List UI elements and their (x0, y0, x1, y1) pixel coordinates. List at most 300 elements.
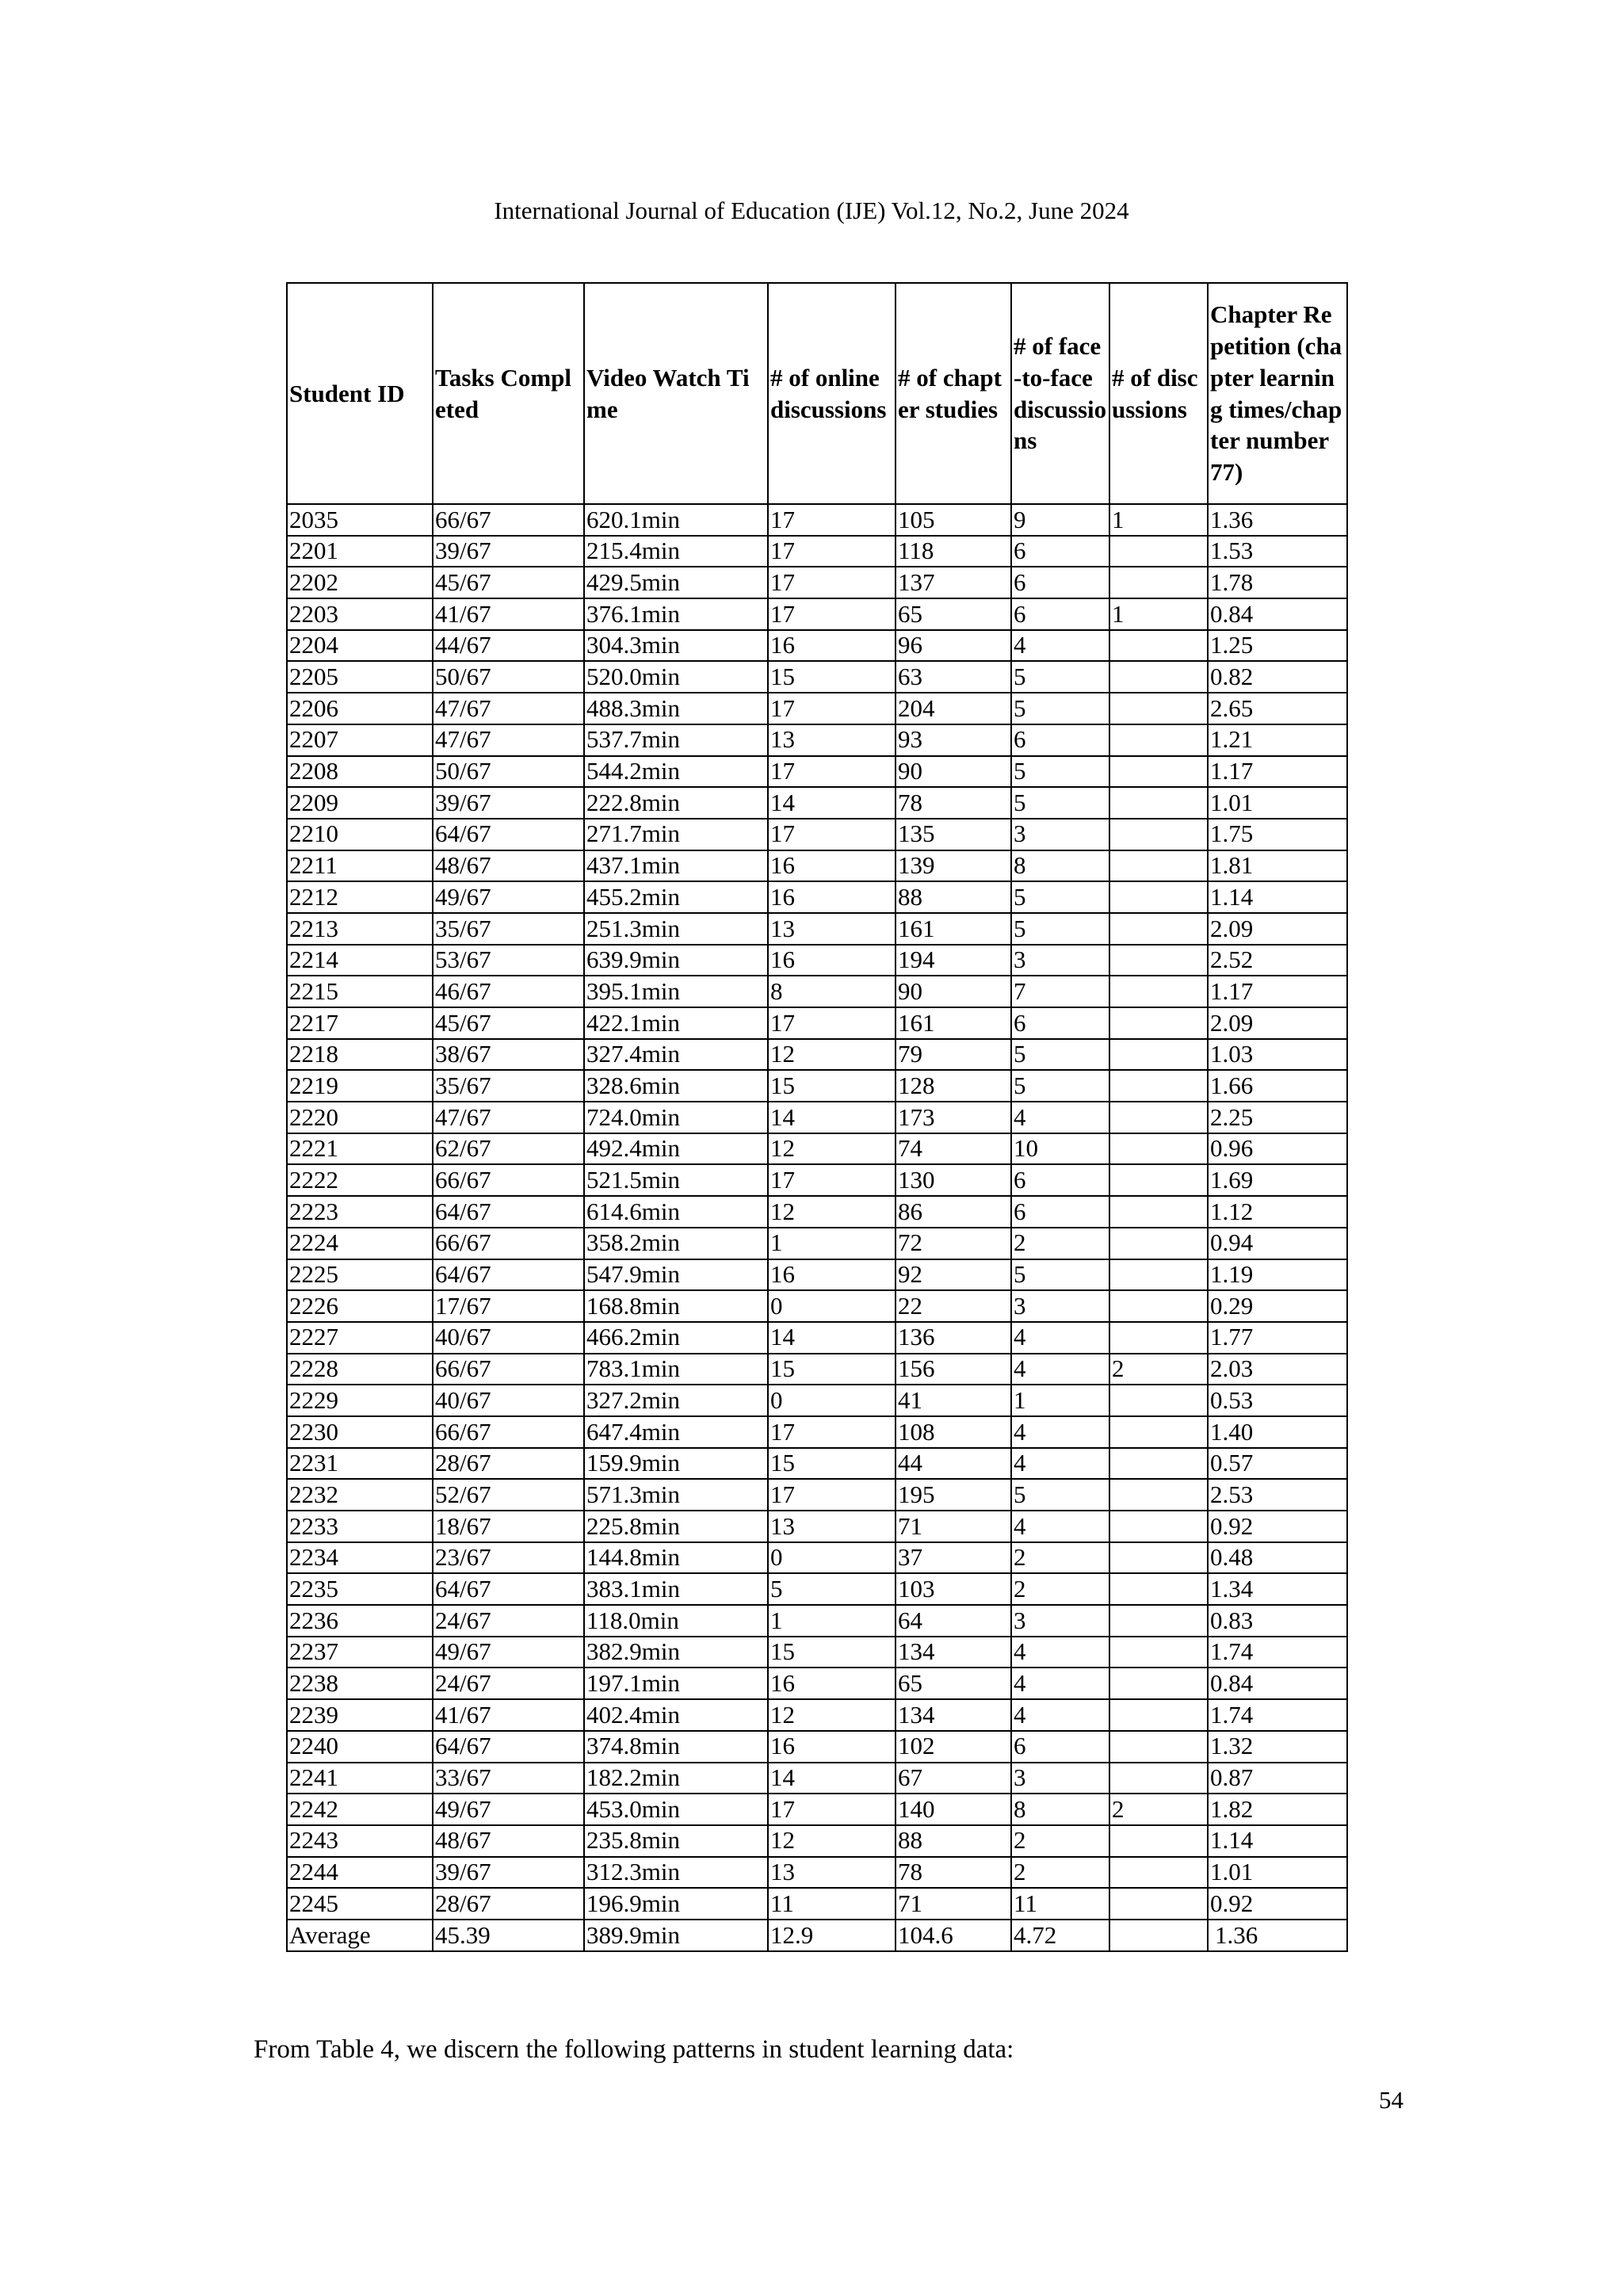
table-row (287, 1699, 1347, 1731)
table-cell: 0 (768, 1542, 896, 1574)
table-cell (1109, 881, 1208, 913)
table-cell: 66/67 (433, 1228, 584, 1259)
table-cell: 13 (768, 1857, 896, 1889)
table-cell: 161 (896, 1007, 1011, 1039)
table-row (287, 1196, 1347, 1228)
table-cell: 328.6min (584, 1070, 768, 1102)
table-cell: 225.8min (584, 1511, 768, 1542)
table-cell: 455.2min (584, 881, 768, 913)
table-cell: 1.17 (1208, 976, 1347, 1007)
table-cell: 1.82 (1208, 1794, 1347, 1825)
table-cell: 215.4min (584, 536, 768, 567)
table-cell: 63 (896, 661, 1011, 693)
table-cell: 93 (896, 724, 1011, 756)
table-cell: 2238 (287, 1668, 433, 1699)
table-cell: 47/67 (433, 693, 584, 724)
average-cell: 4.72 (1011, 1920, 1109, 1951)
table-cell: 1 (1011, 1385, 1109, 1416)
table-cell: 544.2min (584, 756, 768, 788)
table-cell: 3 (1011, 819, 1109, 850)
table-cell: 2215 (287, 976, 433, 1007)
table-cell (1109, 661, 1208, 693)
table-row (287, 756, 1347, 788)
table-cell: 39/67 (433, 1857, 584, 1889)
table-cell (1109, 1133, 1208, 1165)
table-cell: 65 (896, 1668, 1011, 1699)
table-cell: 135 (896, 819, 1011, 850)
table-cell: 1.78 (1208, 567, 1347, 598)
table-row (287, 567, 1347, 598)
table-cell (1109, 1542, 1208, 1574)
table-cell: 2223 (287, 1196, 433, 1228)
table-cell: 41/67 (433, 598, 584, 630)
table-cell: 1.19 (1208, 1259, 1347, 1291)
table-cell: 647.4min (584, 1416, 768, 1448)
table-cell: 2220 (287, 1102, 433, 1133)
table-cell: 161 (896, 913, 1011, 945)
table-cell: 2211 (287, 850, 433, 882)
average-cell: 12.9 (768, 1920, 896, 1951)
table-cell: 14 (768, 1763, 896, 1794)
table-row (287, 976, 1347, 1007)
table-row (287, 1416, 1347, 1448)
table-cell: 49/67 (433, 881, 584, 913)
table-cell: 72 (896, 1228, 1011, 1259)
table-cell: 67 (896, 1763, 1011, 1794)
table-cell: 13 (768, 913, 896, 945)
table-row (287, 693, 1347, 724)
table-cell: 2 (1011, 1228, 1109, 1259)
table-cell: 2.65 (1208, 693, 1347, 724)
table-cell (1109, 787, 1208, 819)
body-paragraph: From Table 4, we discern the following patterns in student learning data: (254, 2035, 1014, 2064)
table-cell: 4 (1011, 1416, 1109, 1448)
table-cell: 2212 (287, 881, 433, 913)
table-cell: 639.9min (584, 945, 768, 976)
table-cell: 2204 (287, 630, 433, 662)
table-cell (1109, 1479, 1208, 1511)
table-cell: 15 (768, 1354, 896, 1385)
table-cell: 1 (1109, 598, 1208, 630)
table-row (287, 1794, 1347, 1825)
table-cell: 17 (768, 567, 896, 598)
table-cell: 139 (896, 850, 1011, 882)
table-cell: 0.87 (1208, 1763, 1347, 1794)
table-cell (1109, 850, 1208, 882)
table-cell: 0.82 (1208, 661, 1347, 693)
table-cell (1109, 724, 1208, 756)
table-cell: 64/67 (433, 1259, 584, 1291)
table-cell (1109, 1416, 1208, 1448)
table-cell: 182.2min (584, 1763, 768, 1794)
table-cell: 0 (768, 1290, 896, 1322)
table-cell: 2243 (287, 1825, 433, 1857)
table-cell: 17 (768, 1794, 896, 1825)
table-row (287, 819, 1347, 850)
table-cell: 537.7min (584, 724, 768, 756)
table-cell: 521.5min (584, 1164, 768, 1196)
table-cell: 66/67 (433, 1354, 584, 1385)
table-cell (1109, 567, 1208, 598)
table-cell: 2214 (287, 945, 433, 976)
table-cell: 1.53 (1208, 536, 1347, 567)
page-number: 54 (1379, 2086, 1403, 2114)
table-cell: 18/67 (433, 1511, 584, 1542)
column-header: # of face-to-face discussions (1011, 283, 1109, 504)
table-cell: 382.9min (584, 1637, 768, 1668)
table-cell: 3 (1011, 1605, 1109, 1637)
table-cell: 5 (1011, 787, 1109, 819)
table-cell: 48/67 (433, 850, 584, 882)
table-cell: 5 (1011, 881, 1109, 913)
table-cell: 5 (768, 1573, 896, 1605)
average-cell: 1.36 (1208, 1920, 1347, 1951)
table-cell: 40/67 (433, 1385, 584, 1416)
table-cell: 8 (1011, 1794, 1109, 1825)
table-cell: 50/67 (433, 661, 584, 693)
table-cell: 2 (1011, 1573, 1109, 1605)
table-row (287, 1164, 1347, 1196)
table-cell (1109, 1196, 1208, 1228)
column-header: # of chapter studies (896, 283, 1011, 504)
table-cell: 14 (768, 787, 896, 819)
table-cell (1109, 1573, 1208, 1605)
table-cell: 17 (768, 756, 896, 788)
table-cell: 92 (896, 1259, 1011, 1291)
table-cell: 96 (896, 630, 1011, 662)
table-cell: 2239 (287, 1699, 433, 1731)
table-cell: 4 (1011, 1448, 1109, 1480)
table-cell: 108 (896, 1416, 1011, 1448)
table-cell: 45/67 (433, 567, 584, 598)
table-cell: 4 (1011, 1668, 1109, 1699)
table-cell (1109, 1007, 1208, 1039)
table-cell: 118.0min (584, 1605, 768, 1637)
table-cell: 1 (768, 1228, 896, 1259)
table-row (287, 913, 1347, 945)
table-row (287, 1857, 1347, 1889)
table-row (287, 504, 1347, 536)
table-cell: 2208 (287, 756, 433, 788)
average-row (287, 1920, 1347, 1951)
table-cell: 2227 (287, 1322, 433, 1354)
table-cell (1109, 756, 1208, 788)
table-row (287, 1259, 1347, 1291)
table-cell (1109, 1164, 1208, 1196)
table-cell: 1.66 (1208, 1070, 1347, 1102)
table-cell: 376.1min (584, 598, 768, 630)
table-row (287, 787, 1347, 819)
column-header: Student ID (287, 283, 433, 504)
table-cell: 128 (896, 1070, 1011, 1102)
table-cell: 2230 (287, 1416, 433, 1448)
table-cell: 23/67 (433, 1542, 584, 1574)
table-cell (1109, 1605, 1208, 1637)
table-cell: 2228 (287, 1354, 433, 1385)
table-cell: 3 (1011, 945, 1109, 976)
table-cell: 105 (896, 504, 1011, 536)
table-cell: 327.4min (584, 1039, 768, 1071)
table-cell: 5 (1011, 661, 1109, 693)
table-cell: 62/67 (433, 1133, 584, 1165)
table-cell (1109, 913, 1208, 945)
table-cell: 4 (1011, 1511, 1109, 1542)
table-cell: 2.52 (1208, 945, 1347, 976)
table-cell (1109, 1385, 1208, 1416)
table-cell: 4 (1011, 1354, 1109, 1385)
table-cell: 140 (896, 1794, 1011, 1825)
table-row (287, 1228, 1347, 1259)
table-cell: 6 (1011, 536, 1109, 567)
table-cell: 4 (1011, 1322, 1109, 1354)
table-cell: 2218 (287, 1039, 433, 1071)
table-cell: 44/67 (433, 630, 584, 662)
table-cell: 66/67 (433, 1416, 584, 1448)
table-cell: 4 (1011, 1637, 1109, 1668)
table-cell: 1.34 (1208, 1573, 1347, 1605)
table-cell (1109, 1825, 1208, 1857)
table-cell: 1.74 (1208, 1637, 1347, 1668)
table-cell: 16 (768, 1731, 896, 1763)
column-header: Tasks Completed (433, 283, 584, 504)
column-header: # of online discussions (768, 283, 896, 504)
column-header: Chapter Repetition (chapter learning times/chapter number 77) (1208, 283, 1347, 504)
table-cell: 2221 (287, 1133, 433, 1165)
table-cell (1109, 1228, 1208, 1259)
table-cell: 2234 (287, 1542, 433, 1574)
average-cell: 389.9min (584, 1920, 768, 1951)
table-cell: 2241 (287, 1763, 433, 1794)
table-cell: 195 (896, 1479, 1011, 1511)
table-row (287, 1668, 1347, 1699)
table-row (287, 1007, 1347, 1039)
table-cell: 5 (1011, 1259, 1109, 1291)
table-cell (1109, 1668, 1208, 1699)
table-cell: 1.14 (1208, 1825, 1347, 1857)
table-row (287, 850, 1347, 882)
table-cell: 0 (768, 1385, 896, 1416)
table-cell: 2201 (287, 536, 433, 567)
table-cell: 2 (1011, 1542, 1109, 1574)
table-cell: 134 (896, 1699, 1011, 1731)
table-cell: 44 (896, 1448, 1011, 1480)
table-cell: 45/67 (433, 1007, 584, 1039)
table-cell: 724.0min (584, 1102, 768, 1133)
table-cell: 0.96 (1208, 1133, 1347, 1165)
table-cell: 17/67 (433, 1290, 584, 1322)
table-cell: 17 (768, 1007, 896, 1039)
table-cell (1109, 1888, 1208, 1920)
table-row (287, 1070, 1347, 1102)
table-cell: 2240 (287, 1731, 433, 1763)
table-cell: 1.81 (1208, 850, 1347, 882)
table-cell: 2.09 (1208, 913, 1347, 945)
table-cell: 6 (1011, 724, 1109, 756)
table-row (287, 1448, 1347, 1480)
average-cell: 104.6 (896, 1920, 1011, 1951)
table-cell: 15 (768, 1637, 896, 1668)
table-cell: 17 (768, 819, 896, 850)
table-cell: 2209 (287, 787, 433, 819)
table-cell: 103 (896, 1573, 1011, 1605)
table-cell: 2035 (287, 504, 433, 536)
table-cell: 5 (1011, 756, 1109, 788)
table-cell: 12 (768, 1196, 896, 1228)
table-cell: 33/67 (433, 1763, 584, 1794)
table-cell: 2213 (287, 913, 433, 945)
table-cell: 37 (896, 1542, 1011, 1574)
table-row (287, 1511, 1347, 1542)
table-cell: 2222 (287, 1164, 433, 1196)
table-cell: 1.12 (1208, 1196, 1347, 1228)
table-cell: 168.8min (584, 1290, 768, 1322)
table-cell: 0.84 (1208, 1668, 1347, 1699)
table-cell: 16 (768, 1668, 896, 1699)
table-cell: 6 (1011, 1007, 1109, 1039)
table-cell: 13 (768, 724, 896, 756)
table-cell: 2237 (287, 1637, 433, 1668)
table-cell: 15 (768, 1448, 896, 1480)
table-cell: 312.3min (584, 1857, 768, 1889)
table-cell: 0.84 (1208, 598, 1347, 630)
table-cell: 453.0min (584, 1794, 768, 1825)
table-cell: 0.83 (1208, 1605, 1347, 1637)
table-row (287, 1605, 1347, 1637)
table-cell (1109, 1637, 1208, 1668)
table-cell: 52/67 (433, 1479, 584, 1511)
table-cell: 1.17 (1208, 756, 1347, 788)
table-cell: 0.48 (1208, 1542, 1347, 1574)
table-cell: 28/67 (433, 1888, 584, 1920)
table-cell: 14 (768, 1102, 896, 1133)
table-cell: 1.01 (1208, 787, 1347, 819)
table-row (287, 1637, 1347, 1668)
table-cell: 88 (896, 881, 1011, 913)
table-cell: 38/67 (433, 1039, 584, 1071)
table-cell (1109, 630, 1208, 662)
table-cell: 383.1min (584, 1573, 768, 1605)
table-cell: 12 (768, 1133, 896, 1165)
table-cell: 2207 (287, 724, 433, 756)
table-cell: 24/67 (433, 1668, 584, 1699)
table-cell: 64/67 (433, 1573, 584, 1605)
table-cell (1109, 945, 1208, 976)
table-cell: 2232 (287, 1479, 433, 1511)
table-cell: 71 (896, 1511, 1011, 1542)
table-cell (1109, 1070, 1208, 1102)
table-cell: 65 (896, 598, 1011, 630)
table-cell: 9 (1011, 504, 1109, 536)
table-cell: 1.69 (1208, 1164, 1347, 1196)
table-cell: 2233 (287, 1511, 433, 1542)
table-cell (1109, 1699, 1208, 1731)
table-row (287, 881, 1347, 913)
table-cell: 17 (768, 1164, 896, 1196)
table-cell: 271.7min (584, 819, 768, 850)
table-cell: 1.01 (1208, 1857, 1347, 1889)
table-cell (1109, 819, 1208, 850)
table-cell: 24/67 (433, 1605, 584, 1637)
table-cell: 0.94 (1208, 1228, 1347, 1259)
table-cell: 13 (768, 1511, 896, 1542)
table-cell: 53/67 (433, 945, 584, 976)
table-cell: 48/67 (433, 1825, 584, 1857)
table-cell: 88 (896, 1825, 1011, 1857)
average-cell (1109, 1920, 1208, 1951)
table-row (287, 598, 1347, 630)
table-row (287, 1479, 1347, 1511)
table-cell: 2219 (287, 1070, 433, 1102)
table-cell: 17 (768, 598, 896, 630)
table-cell: 17 (768, 1416, 896, 1448)
table-cell (1109, 1259, 1208, 1291)
table-cell: 40/67 (433, 1322, 584, 1354)
table-cell: 437.1min (584, 850, 768, 882)
table-cell: 156 (896, 1354, 1011, 1385)
table-cell: 4 (1011, 630, 1109, 662)
table-cell: 47/67 (433, 1102, 584, 1133)
table-cell: 2 (1109, 1354, 1208, 1385)
table-cell: 1.77 (1208, 1322, 1347, 1354)
table-cell: 1 (1109, 504, 1208, 536)
table-cell: 35/67 (433, 913, 584, 945)
table-cell (1109, 1039, 1208, 1071)
table-cell: 204 (896, 693, 1011, 724)
table-cell: 4 (1011, 1699, 1109, 1731)
table-cell: 1.14 (1208, 881, 1347, 913)
table-cell: 173 (896, 1102, 1011, 1133)
table-cell: 28/67 (433, 1448, 584, 1480)
table-cell: 2236 (287, 1605, 433, 1637)
table-cell: 2235 (287, 1573, 433, 1605)
table-cell: 547.9min (584, 1259, 768, 1291)
table-cell: 14 (768, 1322, 896, 1354)
table-cell: 2226 (287, 1290, 433, 1322)
table-cell: 0.53 (1208, 1385, 1347, 1416)
table-cell: 64 (896, 1605, 1011, 1637)
table-cell: 64/67 (433, 1731, 584, 1763)
table-cell: 90 (896, 976, 1011, 1007)
table-cell: 2224 (287, 1228, 433, 1259)
table-cell: 2244 (287, 1857, 433, 1889)
table-row (287, 1133, 1347, 1165)
table-cell: 66/67 (433, 1164, 584, 1196)
table-cell: 395.1min (584, 976, 768, 1007)
table-cell: 2206 (287, 693, 433, 724)
table-cell: 492.4min (584, 1133, 768, 1165)
table-row (287, 1039, 1347, 1071)
table-cell: 134 (896, 1637, 1011, 1668)
table-cell: 39/67 (433, 536, 584, 567)
average-cell: Average (287, 1920, 433, 1951)
table-cell: 488.3min (584, 693, 768, 724)
table-cell: 49/67 (433, 1637, 584, 1668)
table-cell: 130 (896, 1164, 1011, 1196)
table-cell: 137 (896, 567, 1011, 598)
table-cell: 196.9min (584, 1888, 768, 1920)
table-cell (1109, 1102, 1208, 1133)
table-cell: 4 (1011, 1102, 1109, 1133)
table-cell: 46/67 (433, 976, 584, 1007)
table-cell: 35/67 (433, 1070, 584, 1102)
table-cell: 74 (896, 1133, 1011, 1165)
table-cell: 144.8min (584, 1542, 768, 1574)
table-cell: 2.25 (1208, 1102, 1347, 1133)
table-body (287, 504, 1347, 1920)
table-cell: 304.3min (584, 630, 768, 662)
journal-header: International Journal of Education (IJE) Vol.12, No.2, June 2024 (494, 197, 1129, 224)
table-cell: 2 (1011, 1857, 1109, 1889)
